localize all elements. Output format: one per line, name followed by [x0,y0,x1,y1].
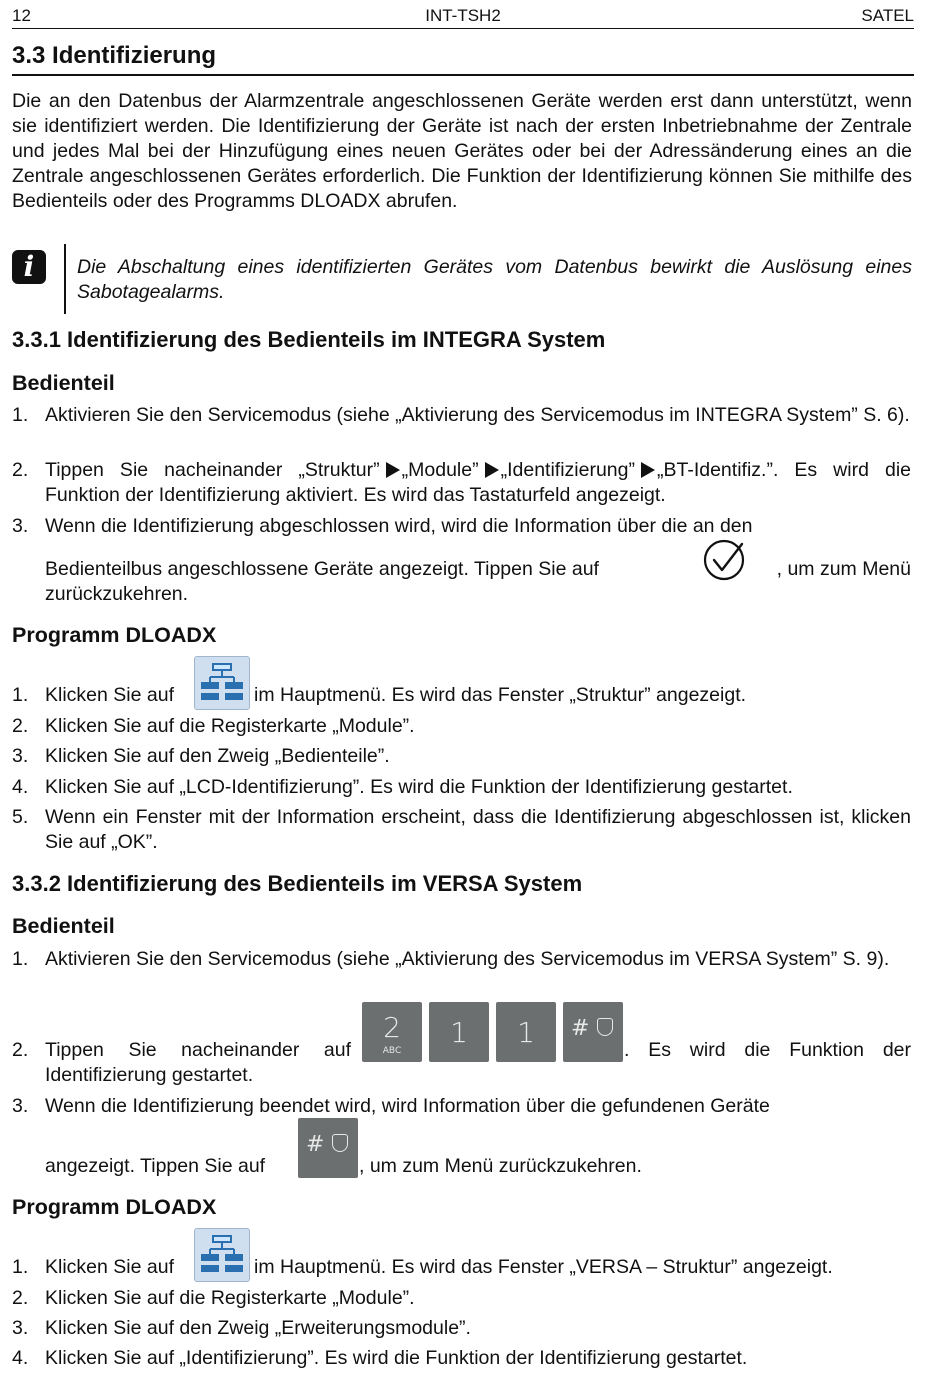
dloadx-heading-versa: Programm DLOADX [12,1195,217,1219]
arrow-right-icon [485,462,499,478]
arrow-right-icon [386,462,400,478]
note-text: Die Abschaltung eines identifizierten Gerätes vom Datenbus bewirkt die Auslösung eines Sabotagealarms. [77,256,912,303]
step3-line2-left: Bedienteilbus angeschlossene Geräte angezeigt. Tippen Sie auf [45,558,599,580]
key-1: 1 [496,1002,556,1062]
structure-icon [194,1228,250,1282]
note-divider [64,244,66,314]
subsection-title-versa: 3.3.2 Identifizierung des Bedienteils im VERSA System [12,871,583,896]
versa-step3-line2-left: angezeigt. Tippen Sie auf [45,1155,266,1177]
versa-step3-line2-right: , um zum Menü zurückzukehren. [359,1155,642,1177]
page-header [12,6,914,29]
key-1: 1 [429,1002,489,1062]
list-item: 3. Wenn die Identifizierung abgeschlossen wird, wird die Information über die an den [12,515,753,537]
structure-icon [194,656,250,710]
step3-line3: zurückzukehren. [45,583,189,605]
check-circle-icon [702,538,748,584]
step3-line2-right: , um zum Menü [776,558,911,580]
brand: SATEL [861,6,914,25]
shield-icon [597,1018,613,1036]
dloadx-heading-integra: Programm DLOADX [12,623,217,647]
subsection-title-integra: 3.3.1 Identifizierung des Bedienteils im INTEGRA System [12,327,606,352]
shield-icon [332,1134,348,1152]
info-icon: i [12,250,46,284]
doc-code: INT-TSH2 [425,6,501,25]
arrow-right-icon [641,462,655,478]
keypad-heading-versa: Bedienteil [12,914,115,938]
hash-shield-key: # [563,1002,623,1062]
section-title: 3.3 Identifizierung [12,42,914,76]
hash-shield-key: # [298,1118,358,1178]
page-number: 12 [12,6,31,25]
section-intro: Die an den Datenbus der Alarmzentrale angeschlossenen Geräte werden erst dann unterstützt, wenn sie identifiziert werden. Die Identifizierung der Geräte ist nach der ersten Inbetriebnahme der Zentrale und jedes Mal bei der Hinzufügung eines neuen Gerätes oder bei der Adressänderung eines an die Zentrale angeschlossenen Gerätes erforderlich. Die Funktion der Identifizierung können Sie mithilfe des Bedienteils oder des Programms DLOADX abrufen. [12,90,912,212]
versa-step2-line2: Identifizierung gestartet. [45,1064,254,1086]
keypad-heading-integra: Bedienteil [12,371,115,395]
key-2-abc: 2 ABC [362,1002,422,1062]
